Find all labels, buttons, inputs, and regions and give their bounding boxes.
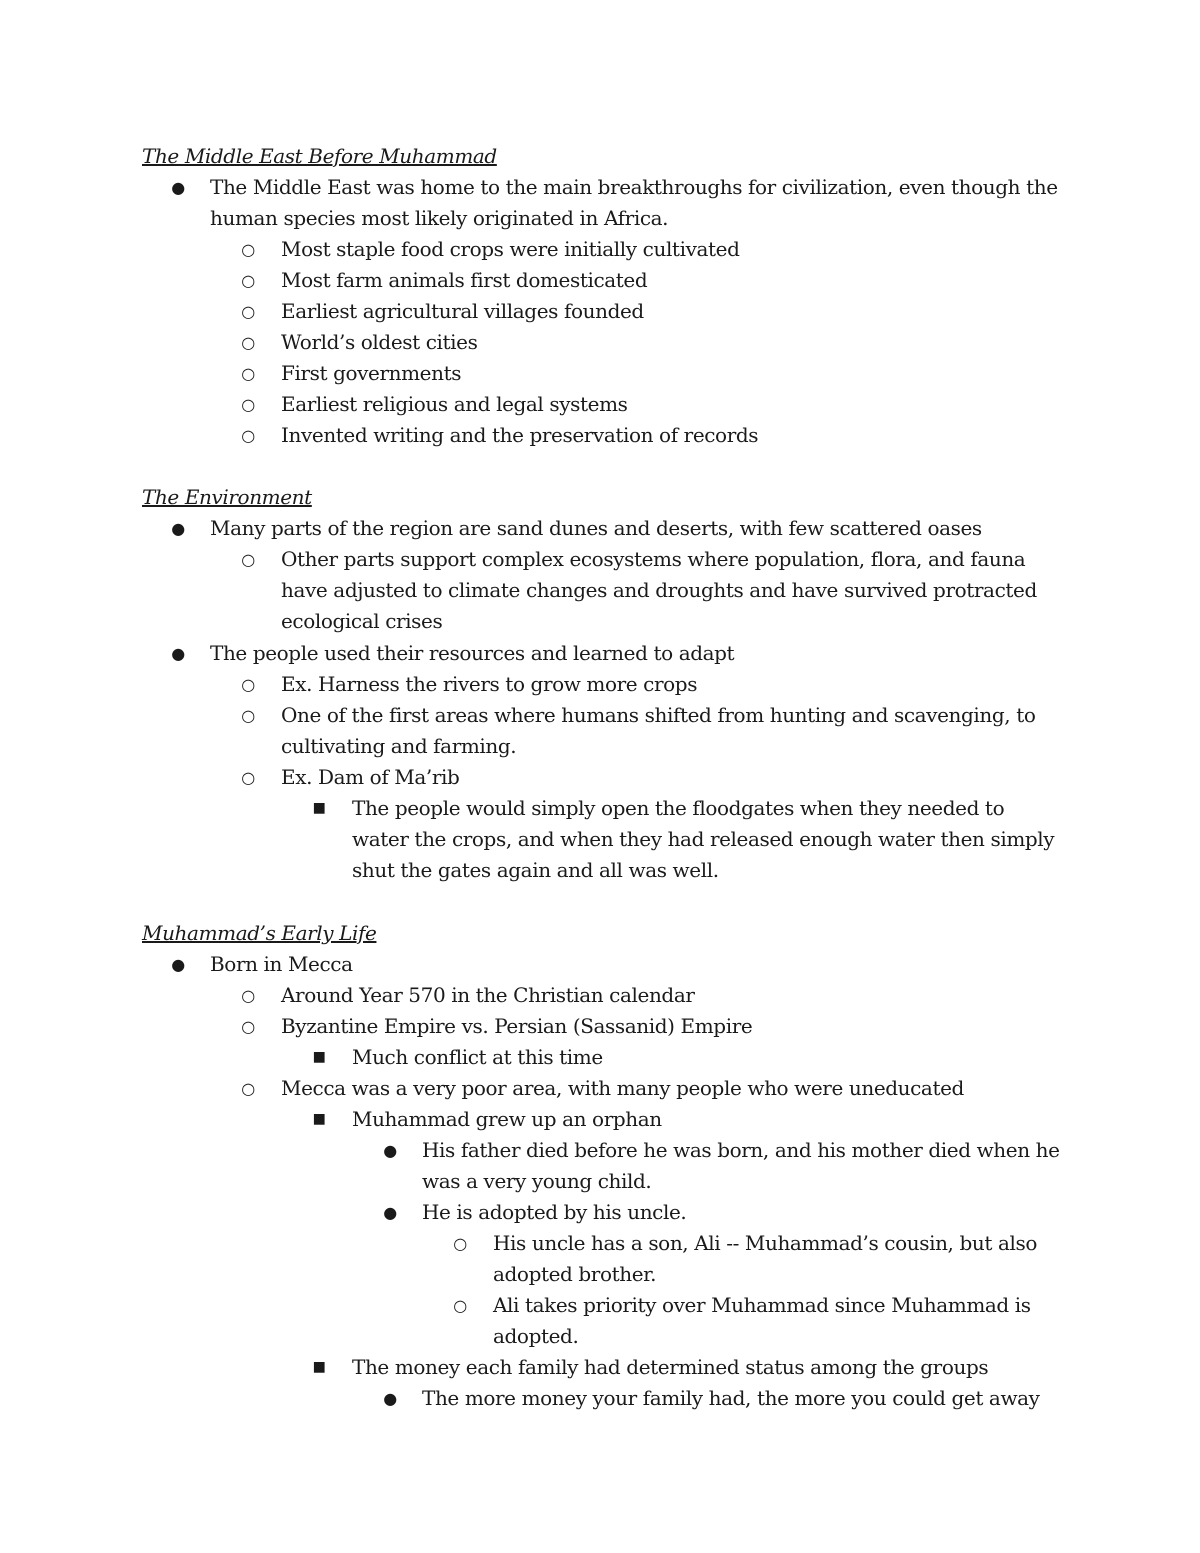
- hollow-bullet-icon: ○: [241, 426, 255, 445]
- list-item: [453, 1290, 1063, 1352]
- hollow-bullet-icon: ○: [241, 240, 255, 259]
- list-item: [241, 544, 1061, 637]
- list-item-text: Muhammad grew up an orphan: [352, 1107, 662, 1131]
- list-item-text: Mecca was a very poor area, with many people who were uneducated: [281, 1076, 964, 1100]
- square-bullet-icon: ■: [312, 1049, 326, 1065]
- list-item: [171, 513, 1060, 544]
- hollow-bullet-icon: ○: [241, 302, 255, 321]
- list-item-text: Most farm animals first domesticated: [281, 268, 648, 292]
- list-item-text: Many parts of the region are sand dunes and deserts, with few scattered oases: [210, 516, 982, 540]
- square-bullet-icon: ■: [312, 800, 326, 816]
- bullet-icon: ●: [383, 1141, 397, 1160]
- list-item: [241, 234, 1061, 265]
- list-item: [171, 638, 1060, 669]
- list-item: [241, 265, 1061, 296]
- bullet-icon: ●: [171, 178, 185, 197]
- list-item: [171, 949, 1060, 980]
- bullet-icon: ●: [383, 1203, 397, 1222]
- bullet-icon: ●: [171, 644, 185, 663]
- hollow-bullet-icon: ○: [241, 1079, 255, 1098]
- square-bullet-icon: ■: [312, 1111, 326, 1127]
- section-heading-middle-east: The Middle East Before Muhammad: [142, 144, 497, 168]
- list-item-text: Most staple food crops were initially cultivated: [281, 237, 740, 261]
- bullet-icon: ●: [171, 955, 185, 974]
- list-item-text: First governments: [281, 361, 462, 385]
- list-item-text: The money each family had determined status among the groups: [352, 1355, 989, 1379]
- hollow-bullet-icon: ○: [241, 675, 255, 694]
- hollow-bullet-icon: ○: [241, 271, 255, 290]
- list-item: [241, 420, 1061, 451]
- list-item: [383, 1197, 1062, 1228]
- list-item: [241, 669, 1061, 700]
- list-item-text: The people would simply open the floodgates when they needed to water the crops, and when they had released enough water then simply shut the gates again and all was well.: [352, 796, 1055, 882]
- list-item: [383, 1383, 1062, 1414]
- list-item-text: The people used their resources and learned to adapt: [210, 641, 735, 665]
- list-item: [312, 1352, 1062, 1383]
- list-item-text: Byzantine Empire vs. Persian (Sassanid) Empire: [281, 1014, 753, 1038]
- section-heading-environment: The Environment: [142, 485, 312, 509]
- list-item: [241, 762, 1061, 793]
- hollow-bullet-icon: ○: [241, 768, 255, 787]
- list-item: [171, 172, 1060, 234]
- list-item-text: The more money your family had, the more you could get away: [422, 1386, 1040, 1410]
- list-item-text: Born in Mecca: [210, 952, 353, 976]
- list-item-text: Earliest agricultural villages founded: [281, 299, 644, 323]
- list-item: [241, 296, 1061, 327]
- list-item-text: Much conflict at this time: [352, 1045, 603, 1069]
- list-item: [241, 358, 1061, 389]
- bullet-icon: ●: [383, 1389, 397, 1408]
- square-bullet-icon: ■: [312, 1359, 326, 1375]
- list-item: [241, 980, 1061, 1011]
- hollow-bullet-icon: ○: [241, 706, 255, 725]
- list-item: [312, 1042, 1062, 1073]
- hollow-bullet-icon: ○: [241, 550, 255, 569]
- hollow-bullet-icon: ○: [241, 395, 255, 414]
- hollow-bullet-icon: ○: [241, 364, 255, 383]
- hollow-bullet-icon: ○: [453, 1234, 467, 1253]
- list-item: [241, 389, 1061, 420]
- list-item: [241, 327, 1061, 358]
- list-item-text: His father died before he was born, and his mother died when he was a very young child.: [422, 1138, 1060, 1193]
- list-item-text: Ex. Harness the rivers to grow more crops: [281, 672, 698, 696]
- list-item: [312, 793, 1062, 886]
- list-item-text: Earliest religious and legal systems: [281, 392, 628, 416]
- list-item-text: His uncle has a son, Ali -- Muhammad’s cousin, but also adopted brother.: [493, 1231, 1037, 1286]
- list-item-text: Other parts support complex ecosystems where population, flora, and fauna have adjusted to climate changes and droughts and have survived protracted ecological crises: [281, 547, 1037, 633]
- list-item: [383, 1135, 1062, 1197]
- list-item: [241, 1011, 1061, 1042]
- list-item: [241, 1073, 1061, 1104]
- hollow-bullet-icon: ○: [241, 1017, 255, 1036]
- hollow-bullet-icon: ○: [241, 333, 255, 352]
- list-item-text: One of the first areas where humans shifted from hunting and scavenging, to cultivating and farming.: [281, 703, 1036, 758]
- hollow-bullet-icon: ○: [453, 1296, 467, 1315]
- list-item-text: Invented writing and the preservation of records: [281, 423, 759, 447]
- list-item: [241, 700, 1061, 762]
- list-item: [453, 1228, 1063, 1290]
- hollow-bullet-icon: ○: [241, 986, 255, 1005]
- list-item-text: Ex. Dam of Ma’rib: [281, 765, 460, 789]
- bullet-icon: ●: [171, 519, 185, 538]
- list-item-text: The Middle East was home to the main breakthroughs for civilization, even though the human species most likely originated in Africa.: [210, 175, 1058, 230]
- list-item-text: Ali takes priority over Muhammad since Muhammad is adopted.: [493, 1293, 1031, 1348]
- list-item: [312, 1104, 1062, 1135]
- section-heading-early-life: Muhammad’s Early Life: [142, 921, 377, 945]
- list-item-text: World’s oldest cities: [281, 330, 478, 354]
- list-item-text: Around Year 570 in the Christian calendar: [281, 983, 695, 1007]
- list-item-text: He is adopted by his uncle.: [422, 1200, 687, 1224]
